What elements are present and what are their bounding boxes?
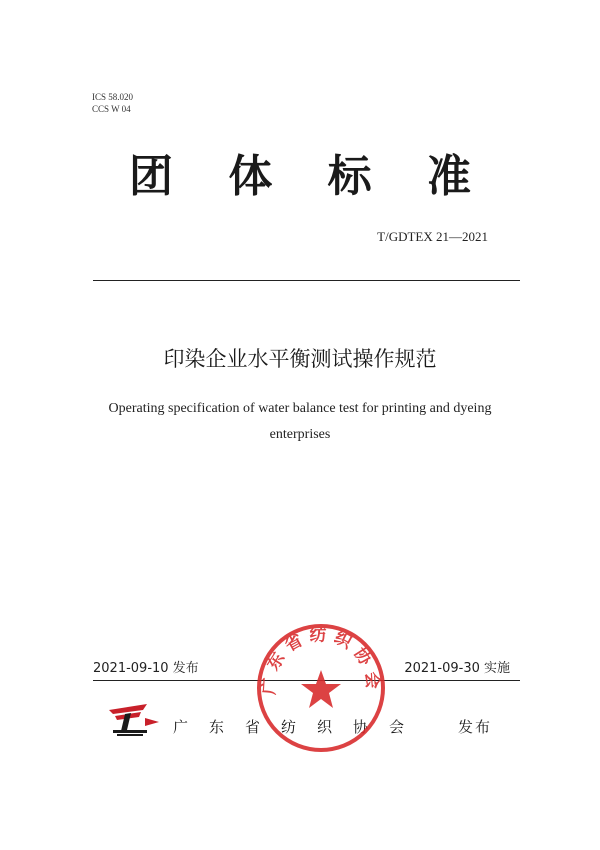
english-title (80, 396, 520, 448)
classification-codes (92, 91, 133, 115)
svg-text:广东省纺织协会: 广东省纺织协会 (259, 625, 383, 696)
issue-date: 2021-09-10 发布 (93, 661, 199, 676)
english-title-line-2: enterprises (269, 427, 331, 442)
official-seal-stamp (253, 620, 389, 756)
implementation-date: 2021-09-30 实施 (404, 661, 510, 676)
ccs-code: CCS W 04 (92, 104, 131, 114)
english-title-line-1: Operating specification of water balance test for printing and dyeing (108, 401, 492, 416)
association-logo-icon (105, 700, 163, 740)
publisher-name: 广东省纺织协会 (173, 718, 426, 736)
document-type-title: 团 体 标 准 (129, 151, 491, 202)
top-divider (93, 280, 520, 281)
ics-code: ICS 58.020 (92, 92, 134, 102)
publish-label: 发布 (458, 718, 493, 736)
standard-number: T/GDTEX 21—2021 (377, 229, 488, 244)
chinese-title: 印染企业水平衡测试操作规范 (163, 347, 437, 371)
